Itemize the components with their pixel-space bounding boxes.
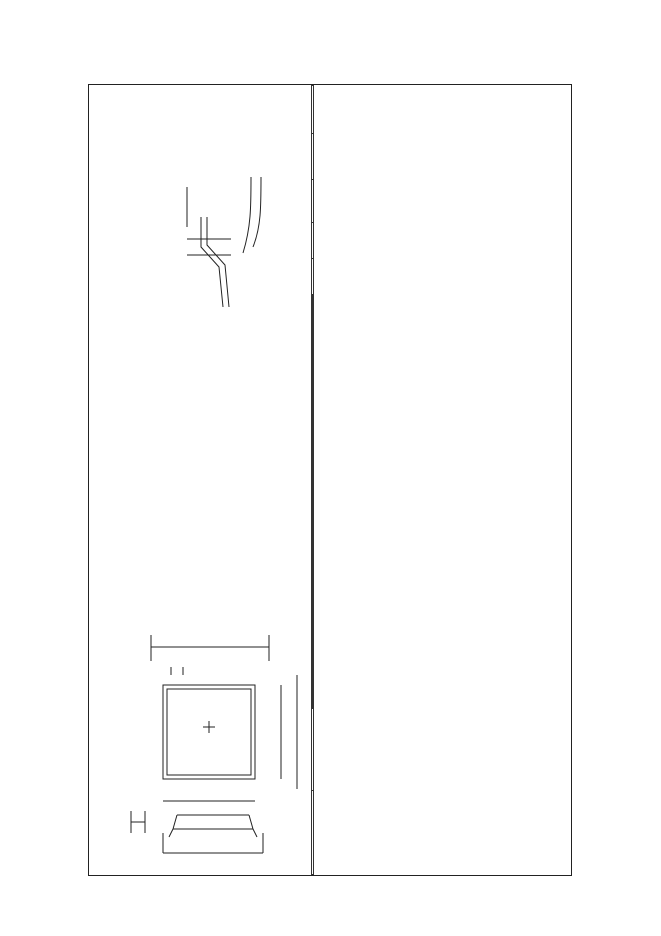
- package-drawing: [111, 89, 307, 867]
- subheader-min: [313, 677, 314, 708]
- header-note: [312, 86, 314, 134]
- subheader-max: [313, 377, 314, 413]
- subheader-min: [313, 336, 314, 377]
- subheader-nom: [313, 413, 314, 449]
- figure-frame: [88, 84, 572, 876]
- header-h: [312, 134, 314, 180]
- subheader-min: [313, 598, 314, 639]
- rotated-content: [89, 85, 571, 875]
- header-p: [312, 179, 314, 222]
- qfp-drawing-svg: [111, 89, 307, 867]
- subheader-max: [313, 485, 314, 521]
- subheader-min: [313, 521, 314, 557]
- side-view: [131, 811, 263, 853]
- header-eiaj: [312, 790, 314, 874]
- subheader-max: [313, 557, 314, 598]
- subheader-max: [313, 639, 314, 677]
- header-b: [312, 259, 314, 295]
- subheader-min: [313, 449, 314, 485]
- dimensions-table: [311, 85, 314, 875]
- header-jedec: [312, 709, 314, 791]
- header-a: [312, 223, 314, 259]
- subheader-max: [313, 295, 314, 336]
